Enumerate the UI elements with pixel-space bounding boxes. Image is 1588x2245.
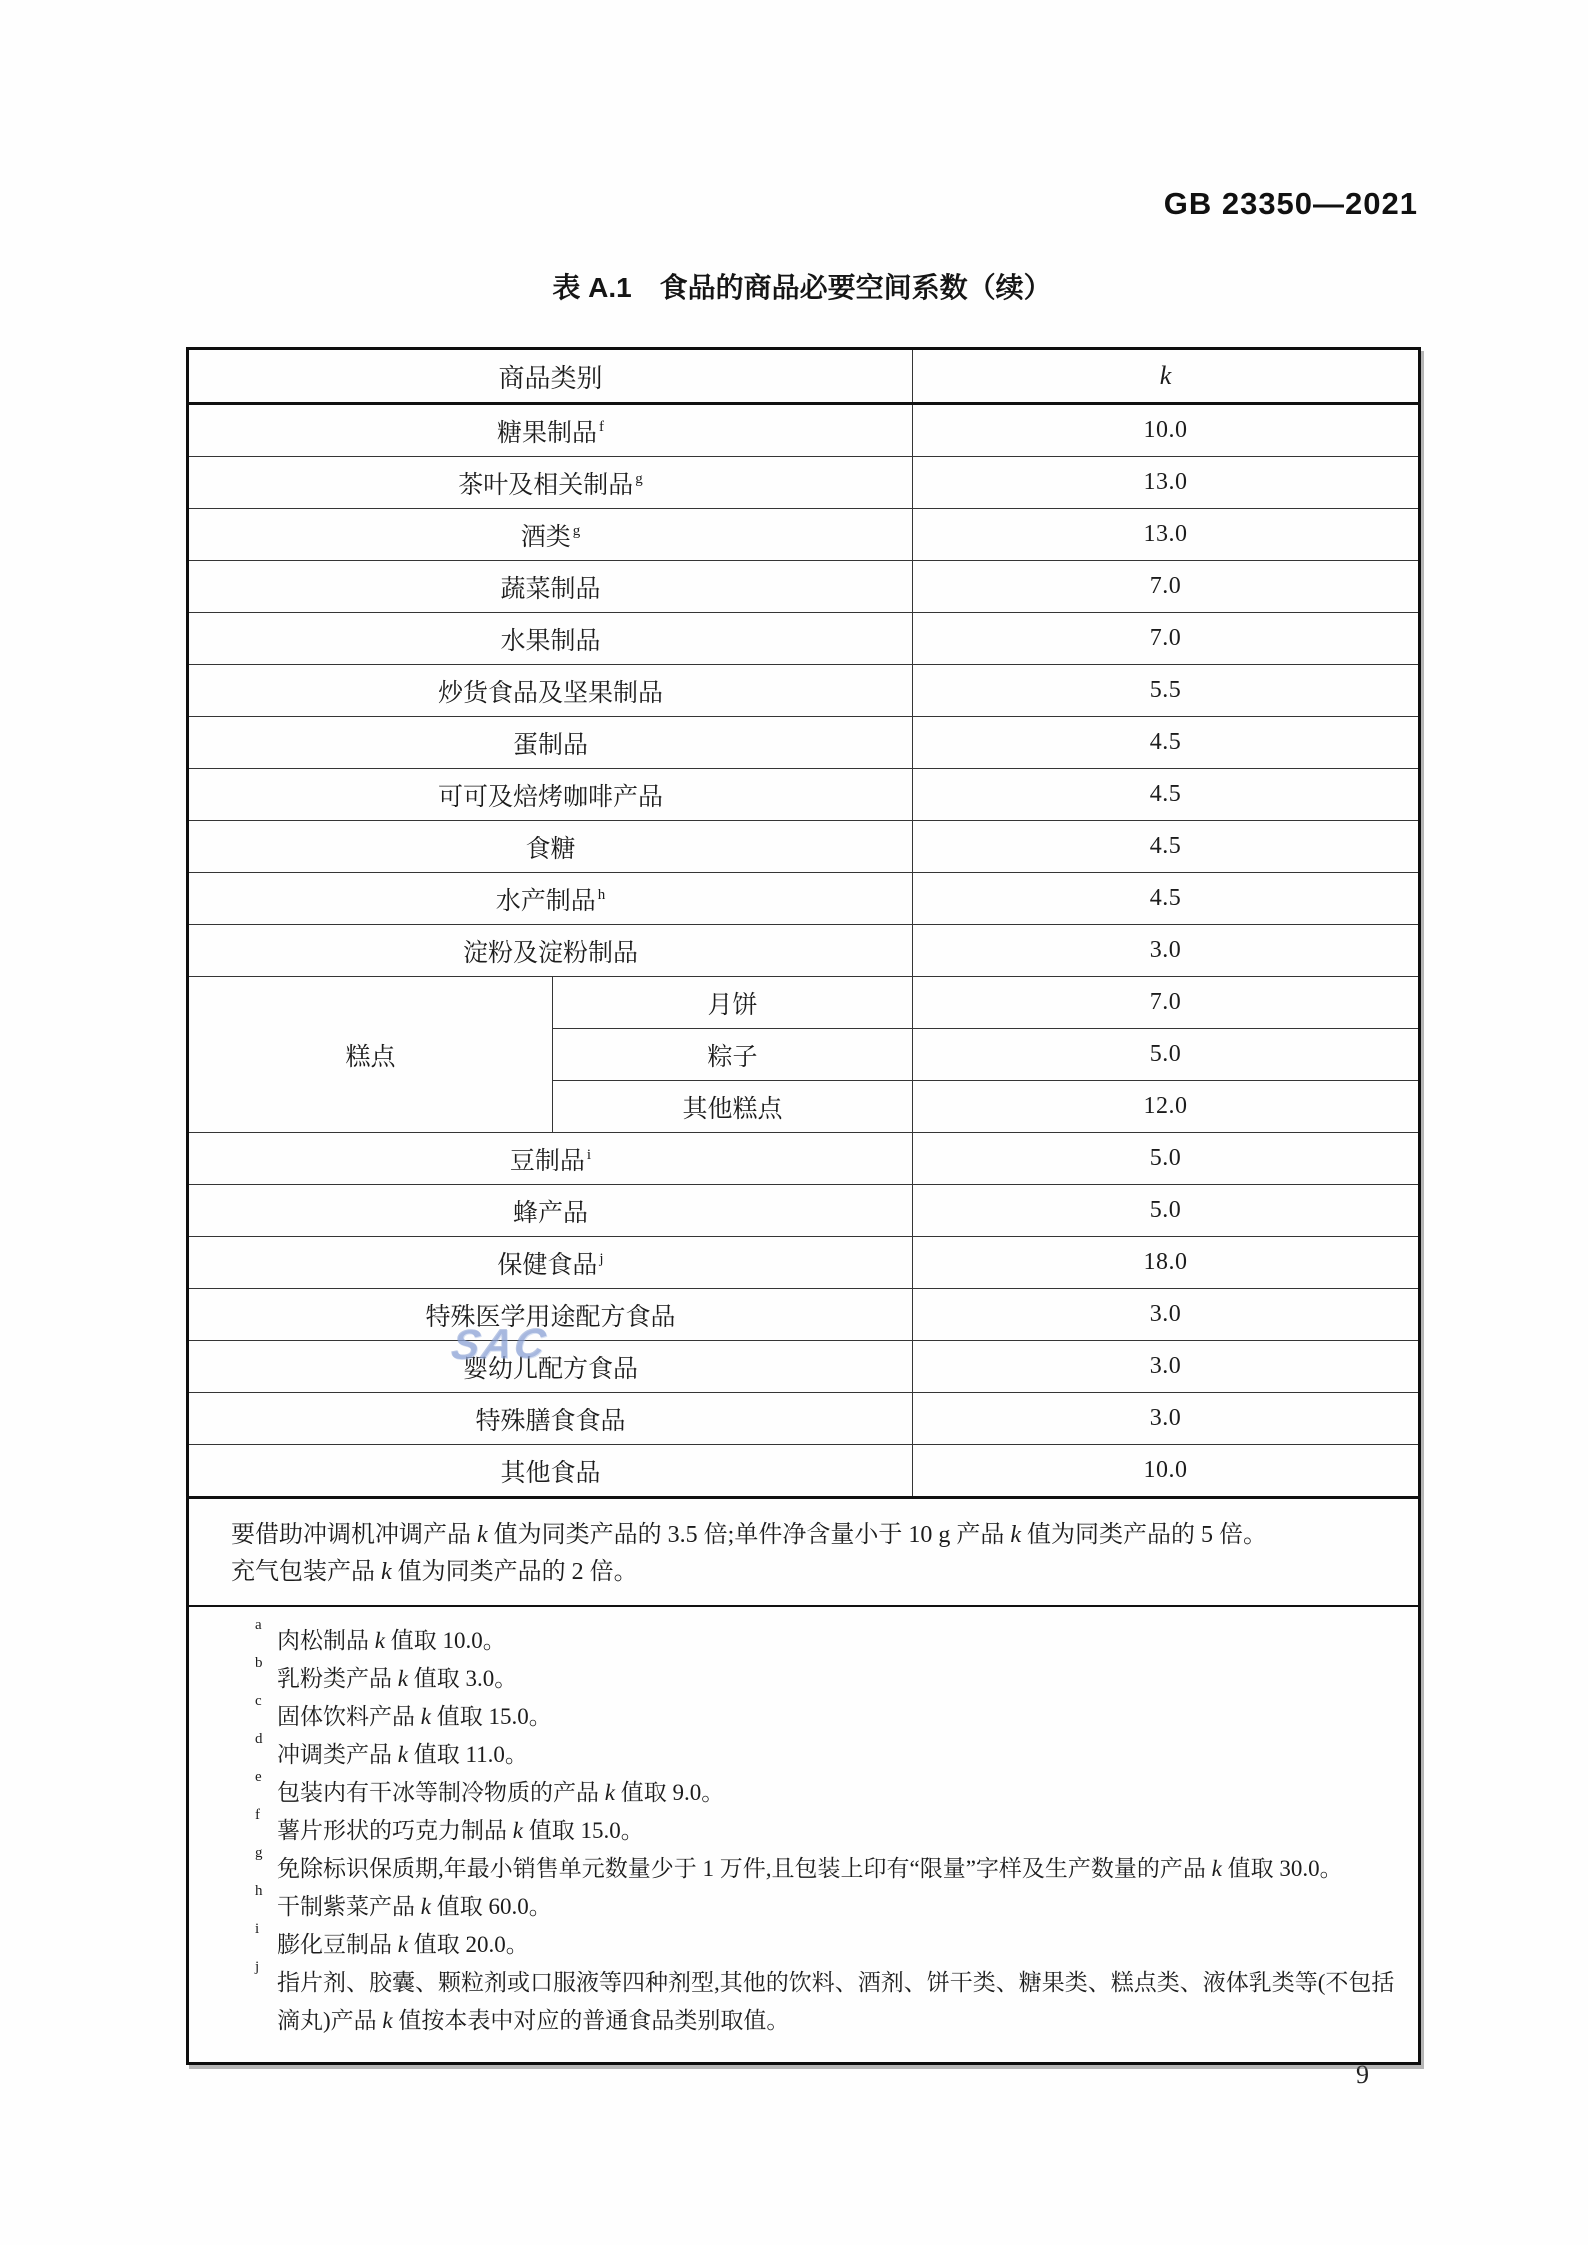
table-row [188, 925, 1420, 977]
table-row [188, 509, 1420, 561]
k-value-cell: 10.0 [913, 1445, 1420, 1498]
table-title: 表 A.1 食品的商品必要空间系数（续） [552, 272, 1052, 303]
k-value-cell: 4.5 [913, 717, 1420, 769]
page-number: 9 [1356, 2060, 1369, 2089]
table-row [188, 1445, 1420, 1498]
k-value-cell: 13.0 [913, 457, 1420, 509]
footnote-item: d 冲调类产品 k 值取 11.0。 [255, 1731, 528, 1767]
footnote-text: 薯片形状的巧克力制品 k 值取 15.0。 [277, 1818, 644, 1843]
k-symbol: k [604, 1780, 615, 1805]
k-symbol: k [382, 2008, 393, 2033]
pastry-subcategory-cell: 月饼 [553, 977, 913, 1029]
category-cell: 蛋制品 [188, 717, 913, 769]
k-value-cell: 5.0 [913, 1029, 1420, 1081]
footnote-item: j 指片剂、胶囊、颗粒剂或口服液等四种剂型,其他的饮料、酒剂、饼干类、糖果类、糕点类、液体乳类等(不包括滴丸)产品 k 值按本表中对应的普通食品类别取值。 [255, 1959, 1395, 2033]
sac-watermark: SAC [448, 1319, 551, 1368]
table-row [188, 1393, 1420, 1445]
k-value-cell: 3.0 [913, 1393, 1420, 1445]
footnote-marker-sup: g [635, 471, 643, 488]
k-value-cell: 4.5 [913, 821, 1420, 873]
k-symbol: k [1010, 1522, 1021, 1548]
footnote-text: 免除标识保质期,年最小销售单元数量少于 1 万件,且包装上印有“限量”字样及生产数量的产品 k 值取 30.0。 [277, 1856, 1343, 1881]
footnote-marker-sup: h [597, 887, 606, 904]
k-value-cell: 5.5 [913, 665, 1420, 717]
table-row [188, 873, 1420, 925]
k-value-cell: 18.0 [913, 1237, 1420, 1289]
footnote-text: 冲调类产品 k 值取 11.0。 [277, 1742, 528, 1767]
k-value-cell: 12.0 [913, 1081, 1420, 1133]
column-header-category: 商品类别 [188, 349, 913, 404]
table-notes-cell [188, 1498, 1420, 1607]
k-symbol: k [477, 1522, 488, 1548]
category-cell: 可可及焙烤咖啡产品 [188, 769, 913, 821]
pastry-subcategory-cell: 粽子 [553, 1029, 913, 1081]
k-value-cell: 3.0 [913, 1341, 1420, 1393]
category-cell: 水产制品 $^h$ [188, 873, 913, 925]
footnote-text: 膨化豆制品 k 值取 20.0。 [277, 1932, 529, 1957]
k-value-cell: 7.0 [913, 561, 1420, 613]
table-row [188, 1289, 1420, 1341]
category-cell: 特殊医学用途配方食品 [188, 1289, 913, 1341]
table-footnotes-row [188, 1606, 1420, 2064]
k-value-cell: 4.5 [913, 769, 1420, 821]
category-cell: 酒类 $^g$ [188, 509, 913, 561]
category-cell: 蔬菜制品 [188, 561, 913, 613]
footnote-item: c 固体饮料产品 k 值取 15.0。 [255, 1693, 552, 1729]
table-row [188, 1185, 1420, 1237]
pastry-subcategory-cell: 其他糕点 [553, 1081, 913, 1133]
footnote-text: 包装内有干冰等制冷物质的产品 k 值取 9.0。 [277, 1780, 725, 1805]
footnote-item: b 乳粉类产品 k 值取 3.0。 [255, 1655, 518, 1691]
k-value-cell: 7.0 [913, 613, 1420, 665]
footnote-text: 乳粉类产品 k 值取 3.0。 [277, 1666, 518, 1691]
footnote-text: 指片剂、胶囊、颗粒剂或口服液等四种剂型,其他的饮料、酒剂、饼干类、糖果类、糕点类、液体乳类等(不包括滴丸)产品 k 值按本表中对应的普通食品类别取值。 [277, 1970, 1395, 2033]
k-symbol: k [374, 1628, 385, 1653]
category-cell: 淀粉及淀粉制品 [188, 925, 913, 977]
k-value-cell: 7.0 [913, 977, 1420, 1029]
category-cell: 婴幼儿配方食品 [188, 1341, 913, 1393]
k-symbol: k [397, 1932, 408, 1957]
table-row [188, 821, 1420, 873]
footnote-text: 固体饮料产品 k 值取 15.0。 [277, 1704, 552, 1729]
k-symbol: k [512, 1818, 523, 1843]
category-cell: 保健食品 $^j$ [188, 1237, 913, 1289]
space-coefficient-table [186, 347, 1421, 2065]
k-value-cell: 4.5 [913, 873, 1420, 925]
k-value-cell: 13.0 [913, 509, 1420, 561]
table-row [188, 769, 1420, 821]
category-cell: 炒货食品及坚果制品 [188, 665, 913, 717]
table-notes-row [188, 1498, 1420, 1607]
table-footnotes-cell [188, 1606, 1420, 2064]
pastry-group-cell: 糕点 [188, 977, 553, 1133]
category-cell: 水果制品 [188, 613, 913, 665]
footnote-text: 肉松制品 k 值取 10.0。 [277, 1628, 506, 1653]
table-row [188, 1133, 1420, 1185]
k-value-cell: 10.0 [913, 404, 1420, 457]
table-row [188, 404, 1420, 457]
table-header-row [188, 349, 1420, 404]
footnote-marker-sup: j [599, 1251, 604, 1268]
category-cell: 食糖 [188, 821, 913, 873]
k-symbol: k [381, 1559, 392, 1585]
table-row [188, 457, 1420, 509]
category-cell: 豆制品 $^i$ [188, 1133, 913, 1185]
category-cell: 糖果制品 $^f$ [188, 404, 913, 457]
k-symbol: k [397, 1742, 408, 1767]
table-row [188, 717, 1420, 769]
footnote-item: a 肉松制品 k 值取 10.0。 [255, 1617, 506, 1653]
k-value-cell: 3.0 [913, 925, 1420, 977]
footnote-marker-sup: i [586, 1147, 592, 1164]
table-row [188, 613, 1420, 665]
standard-code-header: GB 23350—2021 [1163, 186, 1418, 221]
table-row [188, 561, 1420, 613]
footnote-item: g 免除标识保质期,年最小销售单元数量少于 1 万件,且包装上印有“限量”字样及生产数量的产品 k 值取 30.0。 [255, 1845, 1343, 1881]
footnote-item: f 薯片形状的巧克力制品 k 值取 15.0。 [255, 1807, 644, 1843]
footnote-marker-sup: f [599, 419, 605, 436]
footnote-item: h 干制紫菜产品 k 值取 60.0。 [255, 1883, 552, 1919]
category-cell: 其他食品 [188, 1445, 913, 1498]
k-symbol: k [420, 1704, 431, 1729]
footnote-marker-sup: g [572, 523, 581, 540]
category-cell: 特殊膳食食品 [188, 1393, 913, 1445]
table-note-line: 充气包装产品 k 值为同类产品的 2 倍。 [231, 1559, 638, 1585]
category-cell: 蜂产品 [188, 1185, 913, 1237]
k-value-cell: 5.0 [913, 1185, 1420, 1237]
footnote-item: i 膨化豆制品 k 值取 20.0。 [255, 1921, 529, 1957]
footnote-item: e 包装内有干冰等制冷物质的产品 k 值取 9.0。 [255, 1769, 725, 1805]
table-row [188, 1237, 1420, 1289]
k-symbol: k [420, 1894, 431, 1919]
k-value-cell: 3.0 [913, 1289, 1420, 1341]
footnote-text: 干制紫菜产品 k 值取 60.0。 [277, 1894, 552, 1919]
table-row [188, 1341, 1420, 1393]
table-row [188, 977, 1420, 1029]
k-symbol: k [1211, 1856, 1222, 1881]
table-note-line: 要借助冲调机冲调产品 k 值为同类产品的 3.5 倍;单件净含量小于 10 g 产品 k 值为同类产品的 5 倍。 [231, 1522, 1267, 1548]
category-cell: 茶叶及相关制品 $^g$ [188, 457, 913, 509]
k-symbol: k [397, 1666, 408, 1691]
table-row [188, 665, 1420, 717]
column-header-k: k [913, 349, 1420, 404]
k-value-cell: 5.0 [913, 1133, 1420, 1185]
